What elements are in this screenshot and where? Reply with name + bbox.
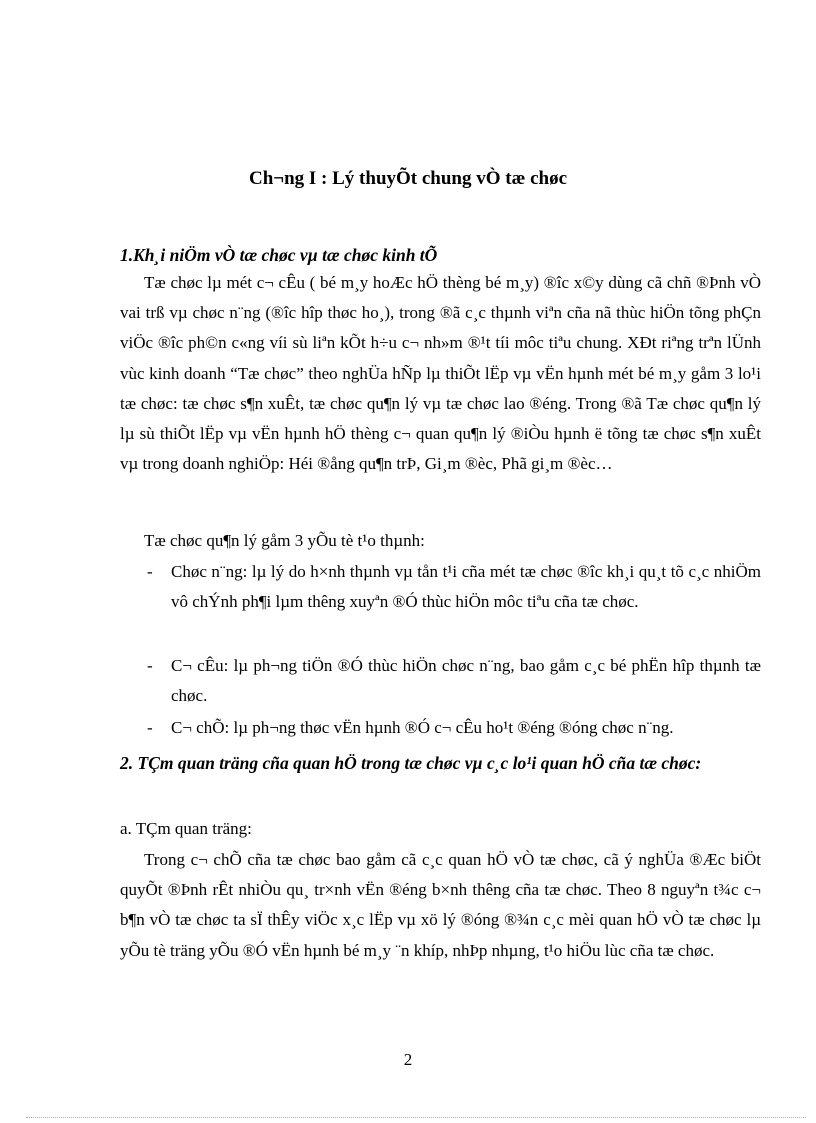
bullet-marker: - <box>147 562 153 581</box>
bullet-marker: - <box>147 656 153 675</box>
section-2-paragraph: Trong c¬ chÕ cña tæ chøc bao gåm cã c¸c quan hÖ vÒ tæ chøc, cã ý nghÜa ®Æc biÖt quyÕt ®Þnh rÊt nhiÒu qu¸ tr×nh vËn ®éng b×nh thêng cña tæ chøc. Theo 8 nguyªn t¾c c¬ b¶n vÒ tæ chøc ta sÏ thÊy viÖc x¸c lËp vµ xö lý ®óng ®¾n c¸c mèi quan hÖ vÒ tæ chøc lµ yÕu tè träng yÕu ®Ó vËn hµnh bé m¸y ¨n khíp, nhÞp nhµng, t¹o hiÖu lùc cña tæ chøc. <box>120 850 761 960</box>
components-intro: Tæ chøc qu¶n lý gåm 3 yÕu tè t¹o thµnh: <box>144 531 425 550</box>
bullet-function <box>120 557 761 617</box>
bullet-mechanism <box>120 713 761 743</box>
subsection-a-label: a. TÇm quan träng: <box>120 819 252 838</box>
bullet-text: C¬ chÕ: lµ ph¬ng thøc vËn hµnh ®Ó c¬ cÊu ho¹t ®éng ®óng chøc n¨ng. <box>171 718 674 737</box>
section-1-paragraph: Tæ chøc lµ mét c¬ cÊu ( bé m¸y hoÆc hÖ thèng bé m¸y) ®îc x©y dùng cã chñ ®Þnh vÒ vai trß vµ chøc n¨ng (®îc hîp thøc ho¸), trong ®ã c¸c thµnh viªn cña nã thùc hiÖn tõng phÇn viÖc ®îc ph©n c«ng víi sù liªn kÕt h÷u c¬ nh»m ®¹t tíi môc tiªu chung. XÐt riªng trªn lÜnh vùc kinh doanh “Tæ chøc” theo nghÜa hÑp lµ thiÕt lËp vµ vËn hµnh mét bé m¸y gåm 3 lo¹i tæ chøc: tæ chøc s¶n xuÊt, tæ chøc qu¶n lý vµ tæ chøc lao ®éng. Trong ®ã Tæ chøc qu¶n lý lµ sù thiÕt lËp vµ vËn hµnh hÖ thèng c¬ quan qu¶n lý ®iÒu hµnh ë tõng tæ chøc s¶n xuÊt vµ trong doanh nghiÖp: Héi ®ång qu¶n trÞ, Gi¸m ®èc, Phã gi¸m ®èc… <box>120 273 761 474</box>
bullet-marker: - <box>147 718 153 737</box>
page-number: 2 <box>403 1050 413 1069</box>
section-2-heading: 2. TÇm quan träng cña quan hÖ trong tæ chøc vµ c¸c lo¹i quan hÖ cña tæ chøc: <box>120 753 702 773</box>
section-1-heading: 1.Kh¸i niÖm vÒ tæ chøc vµ tæ chøc kinh tÕ <box>120 245 438 265</box>
chapter-title: Ch¬ng I : Lý thuyÕt chung vÒ tæ chøc <box>248 168 568 189</box>
bullet-structure <box>120 651 761 711</box>
bullet-text: C¬ cÊu: lµ ph¬ng tiÖn ®Ó thùc hiÖn chøc n¨ng, bao gåm c¸c bé phËn hîp thµnh tæ chøc. <box>171 656 761 706</box>
bullet-text: Chøc n¨ng: lµ lý do h×nh thµnh vµ tån t¹i cña mét tæ chøc ®îc kh¸i qu¸t tõ c¸c nhiÖm vô chÝnh ph¶i lµm thêng xuyªn ®Ó thùc hiÖn môc tiªu cña tæ chøc. <box>171 562 761 612</box>
page-bottom-divider <box>26 1117 806 1118</box>
